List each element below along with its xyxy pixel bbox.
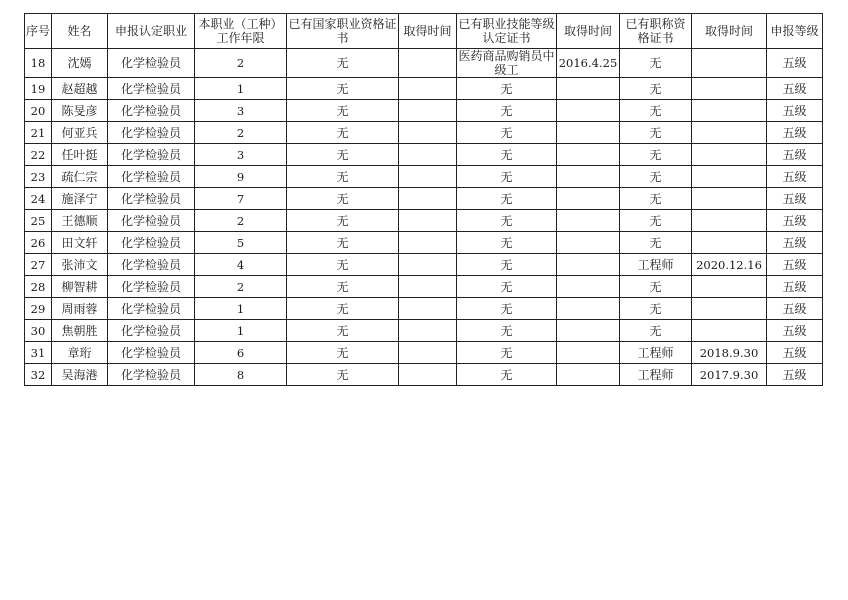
row-skill-cert: 无	[457, 144, 557, 166]
row-title-cert-date	[692, 122, 767, 144]
row-national-cert-date	[399, 320, 457, 342]
row-national-cert-date	[399, 342, 457, 364]
row-name: 焦朝胜	[52, 320, 108, 342]
row-level: 五级	[767, 166, 823, 188]
row-national-cert-date	[399, 188, 457, 210]
header-national-cert: 已有国家职业资格证书	[287, 14, 399, 49]
row-work-years: 1	[195, 78, 287, 100]
row-index: 23	[25, 166, 52, 188]
row-title-cert: 工程师	[620, 364, 692, 386]
row-index: 21	[25, 122, 52, 144]
row-index: 29	[25, 298, 52, 320]
row-title-cert: 无	[620, 49, 692, 78]
row-work-years: 7	[195, 188, 287, 210]
row-index: 22	[25, 144, 52, 166]
row-name: 周雨蓉	[52, 298, 108, 320]
row-skill-cert-date	[557, 232, 620, 254]
row-level: 五级	[767, 364, 823, 386]
row-work-years: 2	[195, 210, 287, 232]
row-occupation: 化学检验员	[108, 232, 195, 254]
row-national-cert: 无	[287, 49, 399, 78]
row-level: 五级	[767, 254, 823, 276]
row-title-cert-date	[692, 298, 767, 320]
table-row	[25, 166, 823, 188]
row-title-cert-date	[692, 320, 767, 342]
row-title-cert: 无	[620, 210, 692, 232]
row-national-cert-date	[399, 122, 457, 144]
row-work-years: 1	[195, 298, 287, 320]
row-national-cert: 无	[287, 188, 399, 210]
row-skill-cert-date	[557, 210, 620, 232]
row-national-cert-date	[399, 298, 457, 320]
row-level: 五级	[767, 320, 823, 342]
header-skill-cert-date: 取得时间	[557, 14, 620, 49]
row-skill-cert: 无	[457, 364, 557, 386]
row-level: 五级	[767, 78, 823, 100]
row-national-cert-date	[399, 166, 457, 188]
row-name: 任叶挺	[52, 144, 108, 166]
row-title-cert-date	[692, 78, 767, 100]
row-index: 32	[25, 364, 52, 386]
row-skill-cert-date	[557, 342, 620, 364]
row-index: 25	[25, 210, 52, 232]
row-skill-cert-date	[557, 298, 620, 320]
row-national-cert: 无	[287, 320, 399, 342]
row-national-cert-date	[399, 254, 457, 276]
header-level: 申报等级	[767, 14, 823, 49]
row-national-cert: 无	[287, 254, 399, 276]
row-title-cert-date	[692, 144, 767, 166]
row-national-cert: 无	[287, 232, 399, 254]
row-skill-cert-date	[557, 100, 620, 122]
row-index: 20	[25, 100, 52, 122]
header-title-cert: 已有职称资格证书	[620, 14, 692, 49]
row-work-years: 8	[195, 364, 287, 386]
row-national-cert-date	[399, 49, 457, 78]
row-title-cert: 无	[620, 276, 692, 298]
table-row	[25, 276, 823, 298]
row-level: 五级	[767, 210, 823, 232]
row-skill-cert: 无	[457, 232, 557, 254]
row-name: 沈嫣	[52, 49, 108, 78]
row-national-cert: 无	[287, 276, 399, 298]
row-work-years: 9	[195, 166, 287, 188]
row-national-cert-date	[399, 232, 457, 254]
row-occupation: 化学检验员	[108, 210, 195, 232]
row-national-cert-date	[399, 364, 457, 386]
row-national-cert-date	[399, 276, 457, 298]
row-title-cert: 无	[620, 100, 692, 122]
row-national-cert: 无	[287, 298, 399, 320]
header-occupation: 申报认定职业	[108, 14, 195, 49]
row-occupation: 化学检验员	[108, 166, 195, 188]
row-title-cert-date	[692, 166, 767, 188]
row-skill-cert: 无	[457, 166, 557, 188]
row-skill-cert: 无	[457, 122, 557, 144]
row-name: 施泽宁	[52, 188, 108, 210]
row-skill-cert-date	[557, 166, 620, 188]
row-index: 26	[25, 232, 52, 254]
row-index: 18	[25, 49, 52, 78]
header-skill-cert: 已有职业技能等级认定证书	[457, 14, 557, 49]
row-name: 张沛文	[52, 254, 108, 276]
row-national-cert: 无	[287, 144, 399, 166]
row-work-years: 6	[195, 342, 287, 364]
row-level: 五级	[767, 100, 823, 122]
row-occupation: 化学检验员	[108, 320, 195, 342]
header-index: 序号	[25, 14, 52, 49]
row-national-cert: 无	[287, 100, 399, 122]
row-title-cert: 无	[620, 78, 692, 100]
table-row	[25, 298, 823, 320]
row-index: 30	[25, 320, 52, 342]
row-level: 五级	[767, 342, 823, 364]
row-level: 五级	[767, 232, 823, 254]
row-level: 五级	[767, 188, 823, 210]
header-national-cert-date: 取得时间	[399, 14, 457, 49]
row-index: 28	[25, 276, 52, 298]
table-row	[25, 188, 823, 210]
row-skill-cert-date	[557, 144, 620, 166]
row-occupation: 化学检验员	[108, 188, 195, 210]
row-skill-cert-date	[557, 78, 620, 100]
row-work-years: 2	[195, 276, 287, 298]
row-occupation: 化学检验员	[108, 49, 195, 78]
row-occupation: 化学检验员	[108, 276, 195, 298]
row-occupation: 化学检验员	[108, 342, 195, 364]
row-national-cert-date	[399, 144, 457, 166]
row-name: 陈旻彦	[52, 100, 108, 122]
table-row	[25, 210, 823, 232]
row-occupation: 化学检验员	[108, 254, 195, 276]
row-name: 疏仁宗	[52, 166, 108, 188]
row-index: 24	[25, 188, 52, 210]
row-level: 五级	[767, 144, 823, 166]
row-title-cert: 工程师	[620, 342, 692, 364]
row-work-years: 1	[195, 320, 287, 342]
row-name: 王德顺	[52, 210, 108, 232]
table-row	[25, 144, 823, 166]
row-occupation: 化学检验员	[108, 100, 195, 122]
row-title-cert: 无	[620, 188, 692, 210]
row-skill-cert: 无	[457, 276, 557, 298]
row-skill-cert: 无	[457, 210, 557, 232]
row-work-years: 3	[195, 100, 287, 122]
row-national-cert: 无	[287, 342, 399, 364]
row-skill-cert: 无	[457, 78, 557, 100]
header-work-years: 本职业（工种）工作年限	[195, 14, 287, 49]
row-occupation: 化学检验员	[108, 144, 195, 166]
row-national-cert: 无	[287, 122, 399, 144]
row-level: 五级	[767, 122, 823, 144]
header-title-cert-date: 取得时间	[692, 14, 767, 49]
row-title-cert-date	[692, 276, 767, 298]
table-row	[25, 342, 823, 364]
row-index: 19	[25, 78, 52, 100]
row-occupation: 化学检验员	[108, 298, 195, 320]
row-skill-cert: 无	[457, 254, 557, 276]
row-national-cert-date	[399, 78, 457, 100]
table-row	[25, 49, 823, 78]
row-national-cert-date	[399, 210, 457, 232]
row-name: 柳智耕	[52, 276, 108, 298]
row-work-years: 3	[195, 144, 287, 166]
row-national-cert: 无	[287, 166, 399, 188]
row-title-cert: 无	[620, 144, 692, 166]
row-level: 五级	[767, 49, 823, 78]
row-name: 章珩	[52, 342, 108, 364]
row-title-cert-date	[692, 232, 767, 254]
row-title-cert: 无	[620, 298, 692, 320]
row-national-cert: 无	[287, 78, 399, 100]
table-row	[25, 364, 823, 386]
row-skill-cert: 无	[457, 342, 557, 364]
row-title-cert-date	[692, 100, 767, 122]
row-title-cert: 无	[620, 166, 692, 188]
row-national-cert: 无	[287, 364, 399, 386]
row-title-cert: 无	[620, 320, 692, 342]
row-work-years: 4	[195, 254, 287, 276]
row-work-years: 2	[195, 49, 287, 78]
row-occupation: 化学检验员	[108, 364, 195, 386]
row-title-cert-date	[692, 188, 767, 210]
row-skill-cert-date	[557, 276, 620, 298]
row-title-cert: 无	[620, 122, 692, 144]
table-row	[25, 78, 823, 100]
row-skill-cert-date: 2016.4.25	[557, 49, 620, 78]
row-title-cert-date: 2020.12.16	[692, 254, 767, 276]
row-skill-cert: 无	[457, 188, 557, 210]
row-skill-cert-date	[557, 122, 620, 144]
row-level: 五级	[767, 276, 823, 298]
row-name: 田文轩	[52, 232, 108, 254]
table-row	[25, 232, 823, 254]
row-work-years: 5	[195, 232, 287, 254]
row-skill-cert-date	[557, 320, 620, 342]
row-skill-cert-date	[557, 364, 620, 386]
row-level: 五级	[767, 298, 823, 320]
row-work-years: 2	[195, 122, 287, 144]
row-skill-cert: 无	[457, 100, 557, 122]
row-name: 赵超越	[52, 78, 108, 100]
row-name: 吴海港	[52, 364, 108, 386]
table-row	[25, 254, 823, 276]
header-name: 姓名	[52, 14, 108, 49]
row-skill-cert: 无	[457, 320, 557, 342]
row-national-cert: 无	[287, 210, 399, 232]
row-index: 27	[25, 254, 52, 276]
row-skill-cert-date	[557, 254, 620, 276]
table-row	[25, 320, 823, 342]
table-row	[25, 100, 823, 122]
row-name: 何亚兵	[52, 122, 108, 144]
table-row	[25, 122, 823, 144]
row-title-cert-date: 2018.9.30	[692, 342, 767, 364]
row-title-cert-date	[692, 49, 767, 78]
row-skill-cert: 无	[457, 298, 557, 320]
row-national-cert-date	[399, 100, 457, 122]
row-occupation: 化学检验员	[108, 122, 195, 144]
table-header-row	[25, 14, 823, 49]
row-title-cert: 工程师	[620, 254, 692, 276]
row-occupation: 化学检验员	[108, 78, 195, 100]
row-title-cert: 无	[620, 232, 692, 254]
row-title-cert-date: 2017.9.30	[692, 364, 767, 386]
row-index: 31	[25, 342, 52, 364]
row-title-cert-date	[692, 210, 767, 232]
applicant-table	[24, 13, 823, 386]
row-skill-cert: 医药商品购销员中级工	[458, 49, 555, 77]
row-skill-cert-date	[557, 188, 620, 210]
